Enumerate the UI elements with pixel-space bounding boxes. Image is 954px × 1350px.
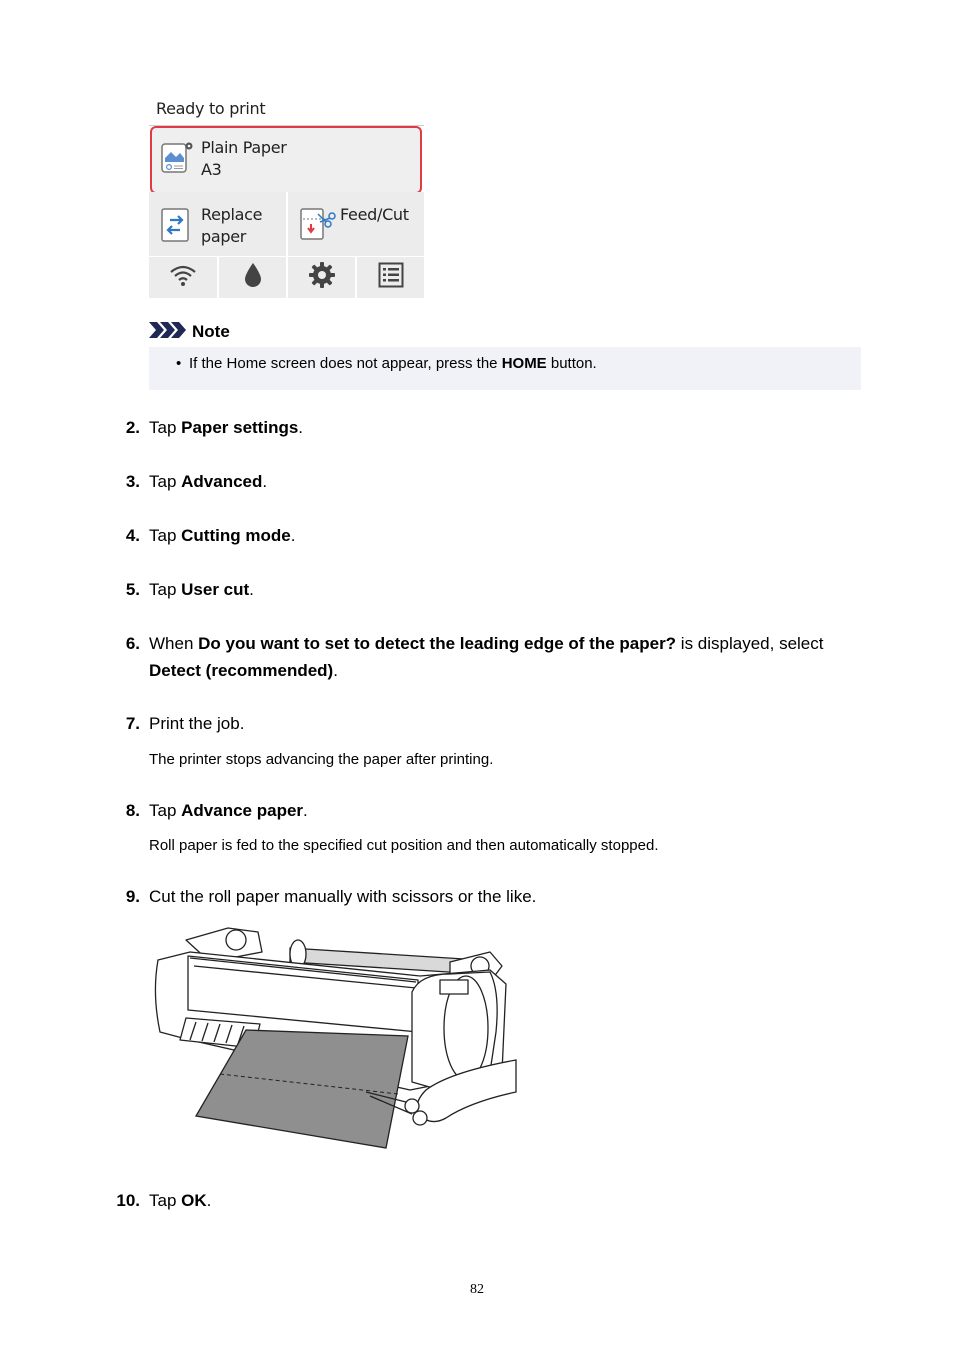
step-text: . (290, 526, 296, 545)
step-number: 6. (125, 634, 140, 653)
list-icon (378, 262, 404, 293)
note-text-bold: HOME (501, 355, 547, 372)
note-text-part: If the Home screen does not appear, press the (189, 355, 502, 372)
step-text: . (262, 472, 268, 491)
page-number: 82 (470, 1282, 484, 1297)
step-10-text (149, 1187, 869, 1214)
step-3-text (149, 468, 869, 495)
ink-button[interactable] (219, 257, 286, 298)
step-text: Tap (149, 801, 182, 820)
step-bold: User cut (181, 580, 250, 599)
panel-status-text: Ready to print (156, 99, 266, 118)
note-title: Note (192, 322, 230, 341)
step-8-text (149, 797, 869, 824)
feed-cut-icon (300, 208, 336, 247)
step-bold: Advance paper (181, 801, 304, 820)
paper-settings-tile[interactable] (150, 126, 422, 194)
panel-button-row (149, 192, 424, 256)
step-text: Tap (149, 418, 182, 437)
feed-cut-button[interactable] (288, 192, 424, 256)
step-text: . (298, 418, 304, 437)
step-7-text: Print the job. (149, 714, 245, 733)
replace-paper-label-line1: Replace (201, 205, 263, 224)
paper-settings-icon (161, 140, 193, 181)
step-text: Tap (149, 1191, 182, 1210)
step-2-text (149, 414, 869, 441)
step-bold: Cutting mode (181, 526, 291, 545)
step-bold: Do you want to set to detect the leading edge of the paper? (198, 634, 677, 653)
step-text: Tap (149, 472, 182, 491)
step-number: 3. (125, 472, 140, 491)
wifi-icon (169, 263, 197, 292)
step-number: 4. (125, 526, 140, 545)
job-list-button[interactable] (357, 257, 424, 298)
note-text (189, 355, 597, 372)
gear-icon (309, 262, 335, 293)
feed-cut-label: Feed/Cut (340, 205, 409, 224)
panel-icon-row (149, 257, 424, 298)
printer-cutting-illustration (150, 922, 520, 1157)
step-text: is displayed, select (676, 634, 824, 653)
step-number: 7. (125, 714, 140, 733)
step-number: 2. (125, 418, 140, 437)
note-box (149, 347, 861, 390)
step-8-detail: Roll paper is fed to the specified cut position and then automatically stopped. (149, 837, 659, 854)
step-text: . (206, 1191, 212, 1210)
paper-type-label: Plain Paper (201, 138, 287, 157)
step-bold: Paper settings (181, 418, 299, 437)
step-text: . (249, 580, 254, 599)
step-number: 9. (125, 887, 140, 906)
step-7-detail: The printer stops advancing the paper after printing. (149, 751, 494, 768)
step-9-text: Cut the roll paper manually with scissors or the like. (149, 887, 537, 906)
settings-button[interactable] (288, 257, 355, 298)
ink-drop-icon (244, 262, 262, 293)
note-text-part: button. (546, 355, 597, 372)
paper-size-label: A3 (201, 160, 222, 179)
note-header (149, 320, 230, 344)
step-number: 8. (125, 801, 140, 820)
step-text: Tap (149, 580, 182, 599)
replace-paper-label-line2: paper (201, 227, 247, 246)
note-bullet: • (176, 355, 182, 372)
step-text: Tap (149, 526, 182, 545)
replace-paper-label (201, 204, 262, 248)
step-text: When (149, 634, 199, 653)
step-text: . (303, 801, 308, 820)
step-bold: OK (181, 1191, 207, 1210)
wifi-button[interactable] (149, 257, 217, 298)
step-bold: Detect (recommended) (149, 661, 334, 680)
step-bold: Advanced (181, 472, 263, 491)
printer-panel-screenshot (149, 92, 424, 298)
step-4-text (149, 522, 869, 549)
step-6-text (149, 630, 869, 684)
step-5-text (149, 576, 869, 603)
replace-paper-button[interactable] (149, 192, 286, 256)
step-text: . (333, 661, 338, 680)
replace-paper-icon (161, 208, 191, 247)
step-number: 10. (116, 1191, 140, 1210)
step-number: 5. (125, 580, 140, 599)
note-chevrons-icon (149, 322, 187, 343)
